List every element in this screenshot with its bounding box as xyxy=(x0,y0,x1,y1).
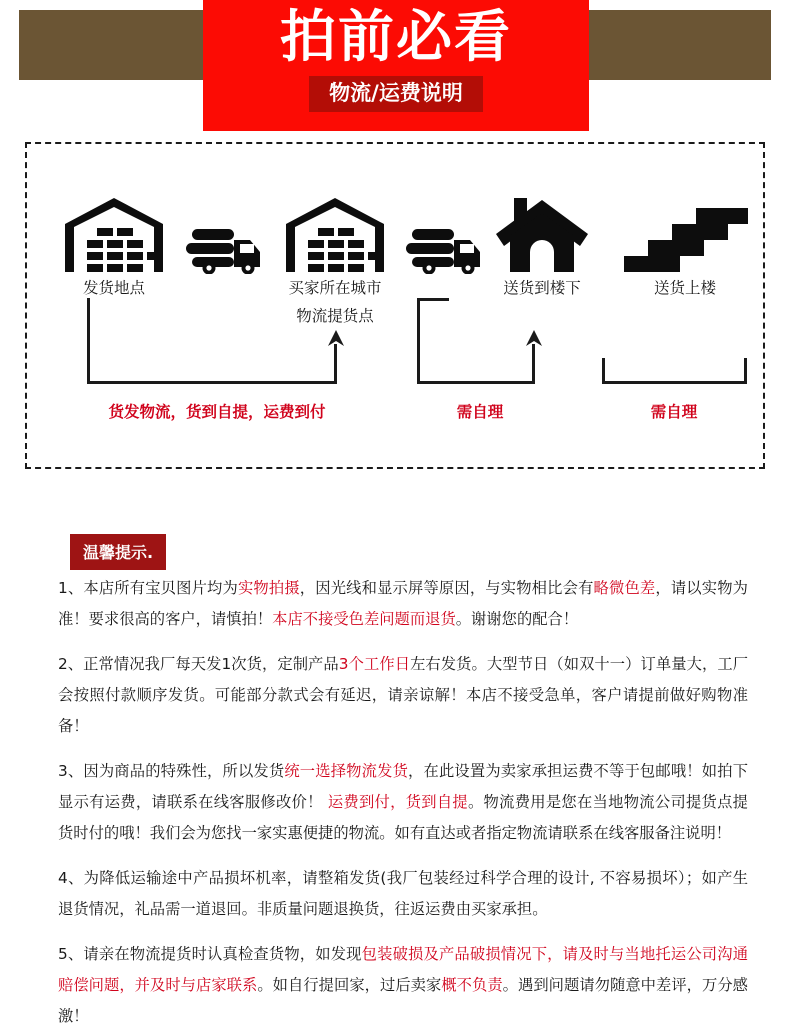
flow-node-label: 送货到楼下 xyxy=(503,279,581,297)
tip-plain-text: ，在此设置为卖家承担运费不等于包邮哦！如拍下显示有运费，请联系在线客服修改价！ xyxy=(58,762,748,811)
tip-highlight-text: 概不负责 xyxy=(441,976,503,994)
tip-highlight-text: 实物拍摄 xyxy=(237,579,300,597)
tip-plain-text: 1、本店所有宝贝图片均为 xyxy=(58,579,238,597)
flow-node-label: 送货上楼 xyxy=(653,279,716,297)
page-title: 拍前必看 xyxy=(280,5,512,70)
flow-node-label: 买家所在城市 xyxy=(288,279,382,297)
warm-tips-badge: 温馨提示. xyxy=(70,534,166,570)
tip-item-4 xyxy=(58,863,748,925)
tip-item-1 xyxy=(58,573,748,635)
header-subtitle-badge: 物流/运费说明 xyxy=(309,76,483,112)
tip-highlight-text: 3个工作日 xyxy=(338,655,411,673)
tip-highlight-text: 统一选择物流发货 xyxy=(284,762,409,780)
house-icon xyxy=(477,194,607,274)
warehouse-icon xyxy=(49,194,179,274)
flow-node-stairs xyxy=(615,194,755,302)
tip-highlight-text: 本店不接受色差问题而退货 xyxy=(272,610,456,628)
tip-plain-text: ，请以实物为准！要求很高的客户，请慎拍！ xyxy=(58,579,748,628)
tip-item-3 xyxy=(58,756,748,849)
flow-node-origin-warehouse xyxy=(49,194,179,302)
stairs-icon xyxy=(615,194,755,274)
tip-highlight-text: 略微色差 xyxy=(593,579,656,597)
tip-plain-text: 。谢谢您的配合！ xyxy=(455,610,579,628)
tip-plain-text: 。遇到问题请勿随意中差评，万分感激！ xyxy=(58,976,748,1025)
tip-item-5 xyxy=(58,939,748,1029)
header-red-box xyxy=(203,0,589,131)
warehouse-icon xyxy=(265,194,405,274)
flow-node-label: 发货地点 xyxy=(82,279,145,297)
tip-plain-text: 左右发货。大型节日（如双十一）订单量大，工厂会按照付款顺序发货。可能部分款式会有延迟，请亲谅解！本店不接受急单，客户请提前做好购物准备！ xyxy=(58,655,749,735)
tip-plain-text: 4、为降低运输途中产品损坏机率，请整箱发货(我厂包装经过科学合理的设计, 不容易损坏）；如产生退货情况，礼品需一道退回。非质量问题退换货，往返运费由买家承担。 xyxy=(58,869,748,918)
tip-plain-text: 2、正常情况我厂每天发1次货，定制产品 xyxy=(58,655,339,673)
tip-highlight-text: 运费到付，货到自提 xyxy=(327,793,468,811)
tip-plain-text: 。如自行提回家，过后卖家 xyxy=(257,976,442,994)
tip-item-2 xyxy=(58,649,748,742)
flow-node-destination-warehouse xyxy=(265,194,405,330)
flow-node-house xyxy=(477,194,607,302)
tip-highlight-text: 包装破损及产品破损情况下，请及时与当地托运公司沟通赔偿问题，并及时与店家联系 xyxy=(58,945,749,994)
logistics-flow-diagram xyxy=(25,142,765,469)
warm-tips-list xyxy=(58,573,748,1029)
tip-plain-text: 。物流费用是您在当地物流公司提货点提货时付的哦！我们会为您找一家实惠便捷的物流。如有直达或者指定物流请联系在线客服备注说明！ xyxy=(58,793,748,842)
tip-plain-text: 3、因为商品的特殊性，所以发货 xyxy=(58,762,285,780)
flow-node-truck-2 xyxy=(399,224,489,274)
flow-caption-2: 需自理 xyxy=(456,403,504,421)
truck-icon xyxy=(399,224,489,274)
truck-icon xyxy=(179,224,269,274)
flow-node-truck-1 xyxy=(179,224,269,274)
flow-caption-3: 需自理 xyxy=(650,403,698,421)
flow-node-label-secondary: 物流提货点 xyxy=(296,307,374,325)
flow-caption-1: 货发物流，货到自提，运费到付 xyxy=(108,403,326,421)
tip-plain-text: ，因光线和显示屏等原因，与实物相比会有 xyxy=(299,579,594,597)
tip-plain-text: 5、请亲在物流提货时认真检查货物，如发现 xyxy=(58,945,362,963)
